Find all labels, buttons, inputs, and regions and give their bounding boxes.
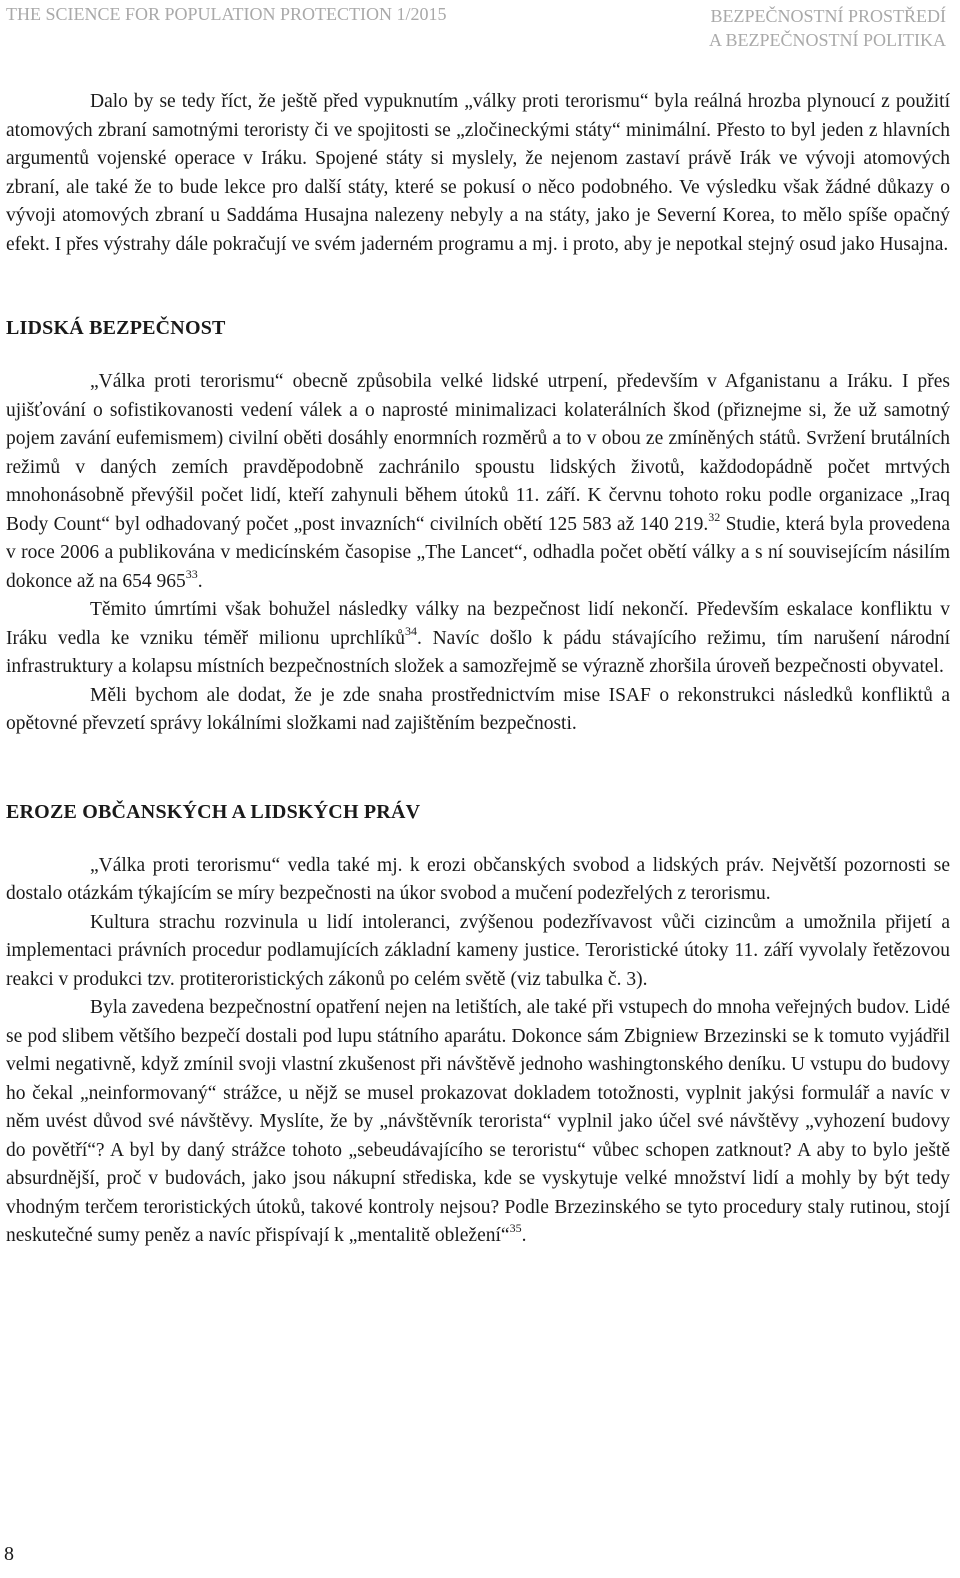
section-heading-civil-rights: EROZE OBČANSKÝCH A LIDSKÝCH PRÁV (6, 800, 421, 823)
page-header (0, 0, 960, 60)
section-heading-human-security: LIDSKÁ BEZPEČNOST (6, 317, 226, 339)
paragraph-text: Byla zavedena bezpečnostní opatření nejen na letištích, ale také při vstupech do mnoha veřejných budov. Lidé se pod slibem většího bezpečí dostali pod lupu státního aparátu. Dokonce sám Zbigniew Brzezinski se k tomuto vyjádřil velmi negativně, když zmínil svoji vlastní zkušenost při návštěvě jednoho washingtonského deníku. U vstupu do budovy ho čekal „neinformovaný“ strážce, u nějž se musel prokazovat dokladem totožnosti, vyplnit jakýsi formulář a navíc v něm uvést důvod své návštěvy. Myslíte, že by „návštěvník terorista“ vyplnil jako účel své návštěvy „vyhození budovy do povětří“? A byl by daný strážce tohoto „sebeudávajícího se teroristu“ vůbec schopen zatknout? A aby to bylo ještě absurdnější, proč v budovách, jako jsou nákupní střediska, kde se vyskytuje velké množství lidí a mohly by být tedy vhodným terčem teroristických útoků, takové kontroly nejsou? Podle Brzezinského se tyto procedury staly rutinou, stojí neskutečné sumy peněz a navíc přispívají k „mentalitě obležení“ (6, 997, 950, 1246)
paragraph-text: Studie, která byla provedena v roce 2006 a publikována v medicínském časopise „The Lancet“, odhadla počet obětí války a s ní souvisejícím násilím dokonce až na 654 965 (6, 513, 950, 592)
paragraph-text: . (197, 570, 203, 592)
section-title (709, 4, 946, 52)
intro-paragraph: Dalo by se tedy říct, že ještě před vypuknutím „války proti terorismu“ byla reálná hrozba plynoucí z použití atomových zbraní samotnými teroristy či ve spojitosti se „zločineckými státy“ minimální. Přesto to byl jeden z hlavních argumentů vojenské operace v Iráku. Spojené státy si myslely, že nejenom zastaví právě Irák ve vývoji atomových zbraní, ale také že to bude lekce pro další státy, které se pokusí o něco podobného. Ve výsledku však žádné důkazy o vývoji atomových zbraní u Saddáma Husajna nalezeny nebyly a na státy, jako je Severní Korea, to mělo spíše opačný efekt. I přes výstrahy dále pokračují ve svém jaderném programu a mj. i proto, aby je nepotkal stejný osud jako Husajna. (6, 91, 950, 255)
paragraph: „Válka proti terorismu“ vedla také mj. k erozi občanských svobod a lidských práv. Největší pozornosti se dostalo otázkám týkajícím se míry bezpečnosti na úkor svobod a mučení podezřelých z terorismu. (6, 854, 950, 904)
section-title-line-1: BEZPEČNOSTNÍ PROSTŘEDÍ (710, 6, 946, 26)
article-body (6, 88, 950, 1251)
paragraph (6, 368, 950, 596)
footnote-ref: 35 (509, 1221, 522, 1235)
paragraph-text: Těmito úmrtími však bohužel následky války na bezpečnost lidí nekončí. Především eskalace konfliktu v Iráku vedla ke vzniku téměř milionu uprchlíků (6, 599, 950, 649)
footnote-ref: 33 (185, 566, 198, 581)
footnote-ref: 32 (708, 509, 721, 524)
journal-title: THE SCIENCE FOR POPULATION PROTECTION 1/2015 (6, 4, 447, 24)
page-number: 8 (4, 1543, 14, 1565)
section-title-line-2: A BEZPEČNOSTNÍ POLITIKA (709, 30, 946, 50)
footnote-ref: 34 (405, 623, 417, 638)
paragraph: Měli bychom ale dodat, že je zde snaha prostřednictvím mise ISAF o rekonstrukci následků konfliktů a opětovné převzetí správy lokálními složkami nad zajištěním bezpečnosti. (6, 684, 950, 734)
paragraph-text: . Navíc došlo k pádu stávajícího režimu, tím narušení národní infrastruktury a kolapsu místních bezpečnostních složek a samozřejmě se výrazně zhoršila úroveň bezpečnosti obyvatel. (6, 627, 950, 677)
paragraph: Kultura strachu rozvinula u lidí intoleranci, zvýšenou podezřívavost vůči cizincům a umožnila přijetí a implementaci právních procedur podlamujících základní kameny justice. Teroristické útoky 11. září vyvolaly řetězovou reakci v produkci tzv. protiteroristických zákonů po celém světě (viz tabulka č. 3). (6, 911, 950, 990)
paragraph (6, 596, 950, 682)
paragraph-text: . (521, 1225, 527, 1246)
paragraph (6, 994, 950, 1251)
paragraph-text: „Válka proti terorismu“ obecně způsobila velké lidské utrpení, především v Afganistanu a Iráku. I přes ujišťování o sofistikovanosti vedení válek a o naprosté minimalizaci kolaterálních škod (přiznejme si, že už samotný pojem zavání eufemismem) civilní oběti dosáhly enormních rozměrů a to v obou ze zmíněných států. Svržení brutálních režimů v daných zemích pravděpodobně zachránilo spoustu lidských životů, každodopádně počet mrtvých mnohonásobně převýšil počet lidí, kteří zahynuli během útoků 11. září. K červnu tohoto roku podle organizace „Iraq Body Count“ byl odhadovaný počet „post invazních“ civilních obětí 125 583 až 140 219. (6, 371, 950, 535)
